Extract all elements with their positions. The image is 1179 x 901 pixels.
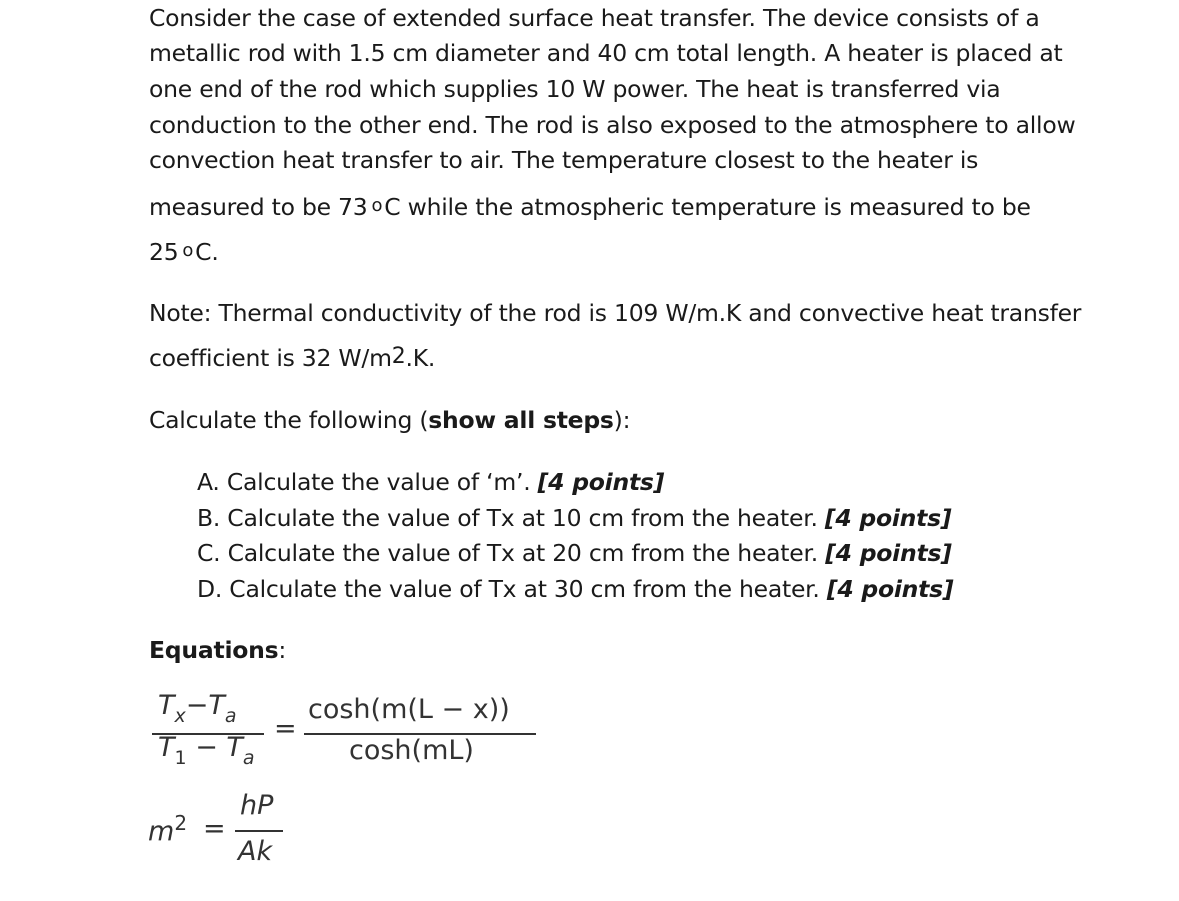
- intro-line-2: metallic rod with 1.5 cm diameter and 40 cm total length. A heater is placed at: [149, 39, 1063, 67]
- instruction-bold: show all steps: [428, 406, 614, 434]
- squared-superscript: 2: [391, 344, 406, 369]
- question-points: [4 points]: [825, 539, 952, 567]
- instruction-suffix: ):: [613, 406, 631, 434]
- question-text: D. Calculate the value of Tx at 30 cm from the heater.: [197, 575, 827, 603]
- intro-line-1: Consider the case of extended surface heat transfer. The device consists of a: [149, 4, 1040, 32]
- eq1-equals: =: [274, 713, 297, 744]
- question-text: C. Calculate the value of Tx at 20 cm from the heater.: [197, 539, 826, 567]
- intro-line-6-a: measured to be 73: [149, 193, 368, 221]
- intro-line-7-a: 25: [149, 238, 179, 266]
- eq1-numerator-left: $T_x-T_a$: [158, 690, 237, 727]
- eq2-numerator: hP: [240, 790, 274, 821]
- question-item-d: [197, 575, 953, 603]
- degree-symbol: o: [182, 240, 194, 261]
- question-text: B. Calculate the value of Tx at 10 cm from the heater.: [197, 504, 825, 532]
- intro-line-6: [149, 193, 1031, 221]
- intro-line-5: convection heat transfer to air. The temperature closest to the heater is: [149, 146, 979, 174]
- equations-heading-text: Equations: [149, 636, 279, 664]
- degree-symbol: o: [371, 195, 383, 216]
- intro-line-6-b: C while the atmospheric temperature is measured to be: [384, 193, 1031, 221]
- question-text: A. Calculate the value of ‘m’.: [197, 468, 538, 496]
- question-points: [4 points]: [826, 575, 954, 603]
- eq2-fraction-bar: [235, 830, 283, 832]
- note-line-2-b: .K.: [405, 344, 436, 372]
- intro-line-7-b: C.: [195, 238, 219, 266]
- question-points: [4 points]: [537, 468, 665, 496]
- question-item-c: [197, 539, 952, 567]
- note-line-2: [149, 344, 435, 372]
- eq1-numerator-right: cosh(m(L − x)): [308, 694, 510, 725]
- eq2-denominator: Ak: [238, 836, 273, 867]
- intro-line-7: [149, 238, 219, 266]
- note-line-2-a: coefficient is 32 W/m: [149, 344, 392, 372]
- intro-line-3: one end of the rod which supplies 10 W power. The heat is transferred via: [149, 75, 1001, 103]
- eq1-denominator-left: $T_1 - T_a$: [158, 732, 255, 769]
- question-item-a: [197, 468, 664, 496]
- question-points: [4 points]: [824, 504, 952, 532]
- instruction-prefix: Calculate the following (: [149, 406, 429, 434]
- instruction-line: [149, 406, 630, 434]
- equations-heading: [149, 636, 286, 664]
- note-line-1: Note: Thermal conductivity of the rod is 109 W/m.K and convective heat transfer: [149, 299, 1082, 327]
- equations-heading-colon: :: [278, 636, 287, 664]
- eq2-lhs: $m^2$: [148, 811, 188, 847]
- eq1-denominator-right: cosh(mL): [349, 735, 474, 766]
- eq2-equals: =: [203, 813, 226, 844]
- question-item-b: [197, 504, 951, 532]
- intro-line-4: conduction to the other end. The rod is also exposed to the atmosphere to allow: [149, 111, 1076, 139]
